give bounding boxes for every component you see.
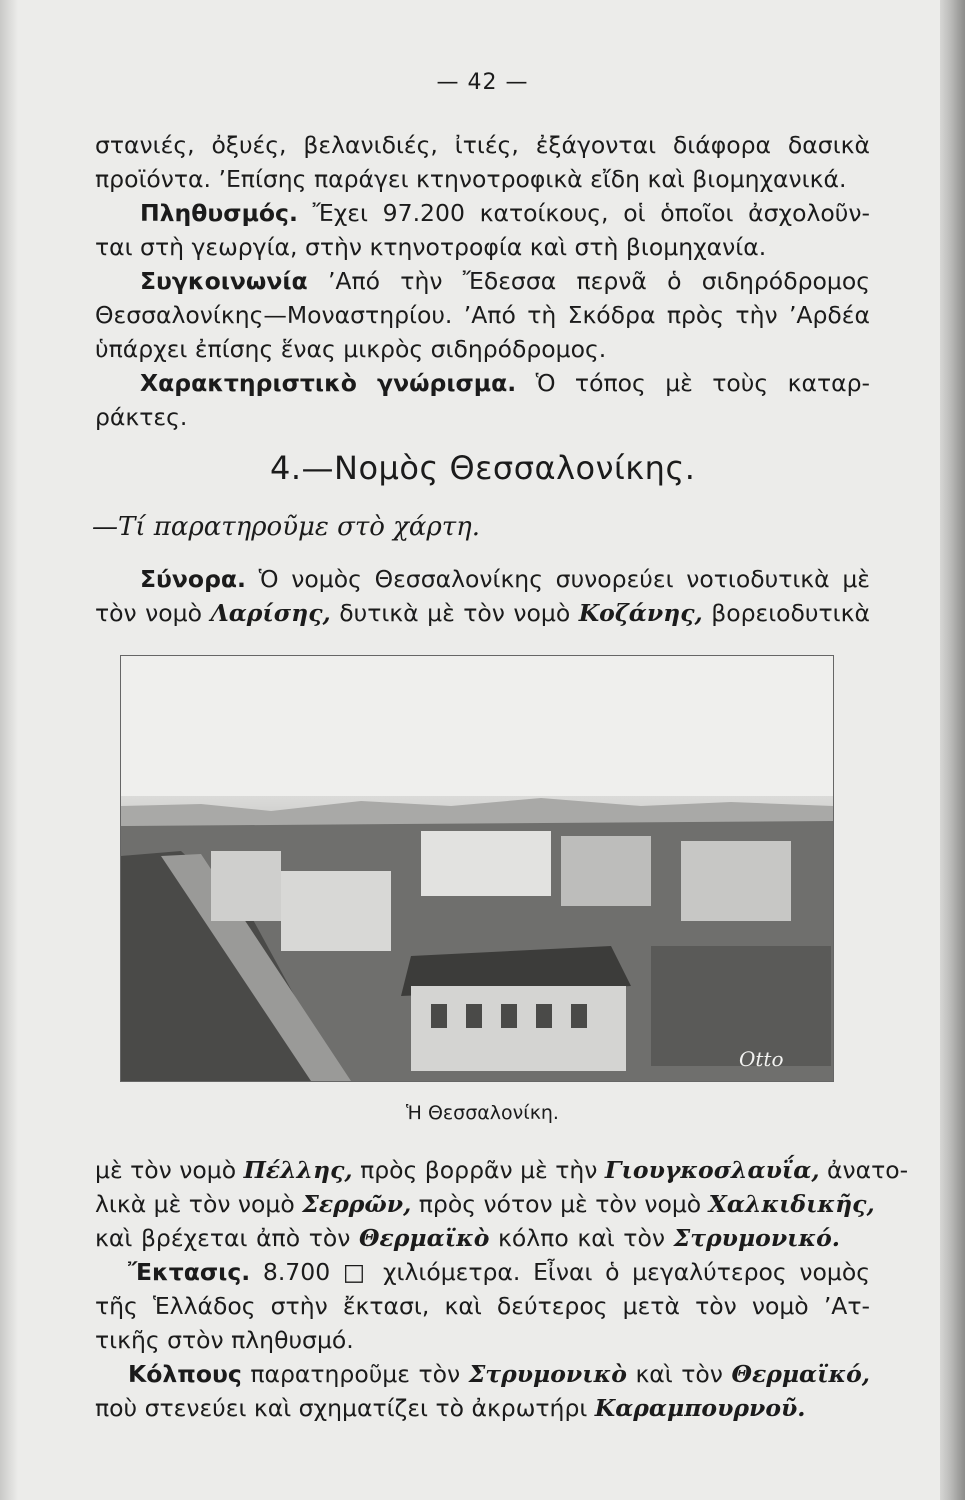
place-name: Σερρῶν,: [302, 1190, 412, 1218]
window: [536, 1004, 552, 1028]
text-run: δυτικὰ μὲ τὸν νομὸ: [339, 599, 571, 627]
page-gutter-shadow: [0, 0, 18, 1500]
population-line: [140, 196, 870, 230]
borders-text: Ὁ νομὸς Θεσσαλονίκης συνορεύει νοτιοδυτικὰ μὲ: [258, 565, 870, 593]
section-heading: 4.—Νομὸς Θεσσαλονίκης.: [270, 449, 696, 487]
population-text: Ἔχει 97.200 κατοίκους, οἱ ὁποῖοι ἀσχολοῦν-: [312, 199, 870, 227]
text-run: καὶ βρέχεται ἀπὸ τὸν: [95, 1224, 351, 1252]
window: [501, 1004, 517, 1028]
place-name: Καραμπουρνοῦ.: [594, 1394, 806, 1422]
building: [281, 871, 391, 951]
place-name: Κοζάνης,: [578, 599, 703, 627]
text-run: τὸν νομὸ: [95, 599, 202, 627]
borders-line-2: [95, 596, 870, 630]
place-name: Στρυμονικό.: [673, 1224, 840, 1252]
text-run: πρὸς βορρᾶν μὲ τὴν: [360, 1156, 598, 1184]
text-line: τικῆς στὸν πληθυσμό.: [95, 1326, 354, 1354]
transport-text: ’Από τὴν Ἔδεσσα περνᾶ ὁ σιδηρόδρομος: [327, 267, 870, 295]
city-photo-illustration: [121, 656, 833, 1081]
building: [421, 831, 551, 896]
text-line: προϊόντα. ’Επίσης παράγει κτηνοτροφικὰ εἴδη καὶ βιομηχανικά.: [95, 165, 847, 193]
sky: [121, 656, 833, 796]
area-label: Ἔκτασις.: [128, 1258, 251, 1286]
place-name: Θερμαϊκὸ: [359, 1224, 490, 1252]
large-building: [411, 986, 626, 1071]
transport-line: [140, 264, 870, 298]
continuation-line-2: [95, 1187, 875, 1221]
continuation-line-3: [95, 1221, 840, 1255]
page-edge: [940, 0, 965, 1500]
photo-caption: Ἡ Θεσσαλονίκη.: [406, 1102, 559, 1124]
text-run: λικὰ μὲ τὸν νομὸ: [95, 1190, 295, 1218]
gulfs-line-2: [95, 1391, 870, 1425]
text-line: στανιές, ὀξυές, βελανιδιές, ἰτιές, ἐξάγονται διάφορα δασικὰ: [95, 131, 870, 159]
window: [431, 1004, 447, 1028]
building: [561, 836, 651, 906]
page-number: — 42 —: [436, 70, 529, 95]
feature-text: Ὁ τόπος μὲ τοὺς καταρ-: [535, 369, 870, 397]
text-run: πρὸς νότον μὲ τὸν νομὸ: [418, 1190, 702, 1218]
window: [466, 1004, 482, 1028]
text-line: τῆς Ἑλλάδος στὴν ἔκτασι, καὶ δεύτερος μετὰ τὸν νομὸ ’Ατ-: [95, 1292, 870, 1320]
text-line: Θεσσαλονίκης—Μοναστηρίου. ’Από τὴ Σκόδρα πρὸς τὴν ’Αρδέα: [95, 301, 870, 329]
text-run: μὲ τὸν νομὸ: [95, 1156, 237, 1184]
transport-label: Συγκοινωνία: [140, 267, 308, 295]
feature-label: Χαρακτηριστικὸ γνώρισμα.: [140, 369, 517, 397]
text-run: καὶ τὸν: [635, 1360, 723, 1388]
text-line: ράκτες.: [95, 403, 188, 431]
place-name: Γιουγκοσλαυΐα,: [604, 1156, 820, 1184]
text-run: κόλπο καὶ τὸν: [498, 1224, 665, 1252]
place-name: Πέλλης,: [243, 1156, 353, 1184]
borders-label: Σύνορα.: [140, 565, 246, 593]
text-run: ἀνατο-: [827, 1156, 909, 1184]
population-label: Πληθυσμός.: [140, 199, 298, 227]
borders-line: [140, 562, 870, 596]
photographer-signature: Otto: [739, 1047, 784, 1071]
text-line: ται στὴ γεωργία, στὴν κτηνοτροφία καὶ στὴ βιομηχανία.: [95, 233, 767, 261]
place-name: Στρυμονικὸ: [468, 1360, 627, 1388]
text-run: βορειοδυτικὰ: [711, 599, 870, 627]
gulfs-label: Κόλπους: [128, 1360, 242, 1388]
area-text: 8.700 □ χιλιόμετρα. Εἶναι ὁ μεγαλύτερος νομὸς: [262, 1258, 870, 1286]
place-name: Θερμαϊκό,: [731, 1360, 870, 1388]
feature-line: [140, 366, 870, 400]
text-run: ποὺ στενεύει καὶ σχηματίζει τὸ ἀκρωτήρι: [95, 1394, 588, 1422]
area-line: [128, 1255, 870, 1289]
building: [211, 851, 281, 921]
city-photo: [120, 655, 834, 1082]
place-name: Λαρίσης,: [210, 599, 331, 627]
section-subheading: —Τί παρατηροῦμε στὸ χάρτη.: [92, 512, 480, 542]
gulfs-line-1: [128, 1357, 870, 1391]
building: [681, 841, 791, 921]
text-line: ὑπάρχει ἐπίσης ἕνας μικρὸς σιδηρόδρομος.: [95, 335, 607, 363]
place-name: Χαλκιδικῆς,: [708, 1190, 875, 1218]
window: [571, 1004, 587, 1028]
text-run: παρατηροῦμε τὸν: [250, 1360, 461, 1388]
continuation-line-1: [95, 1153, 909, 1187]
